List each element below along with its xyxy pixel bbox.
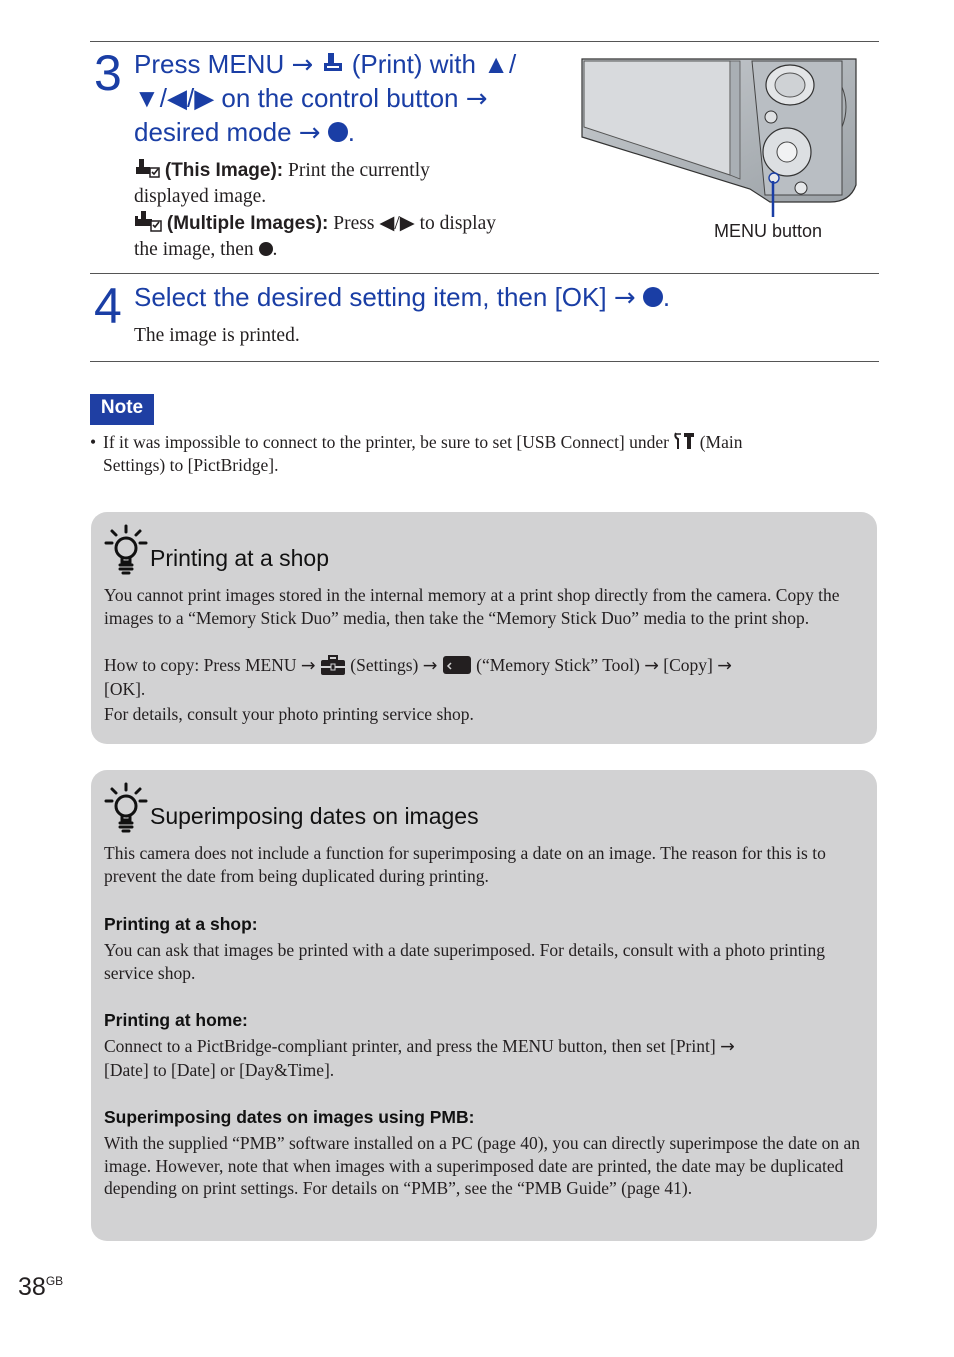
tip-box-superimposing-dates [91, 770, 877, 1241]
top-rule [90, 41, 879, 42]
arrow-icon: → [465, 84, 488, 114]
note-text [90, 431, 860, 476]
bullet: • [90, 432, 97, 452]
multiple-images-line-2: the image, then . [134, 239, 278, 260]
tip2-sub1-text: You can ask that images be printed with a date superimposed. For details, consult with a photo printing service shop. [104, 940, 825, 983]
note-text-part: (Main [695, 432, 743, 452]
arrow-icon: → [422, 656, 438, 676]
multiple-images-text: Press [328, 213, 380, 234]
step3-title-text: desired mode [134, 117, 299, 147]
tip-box-printing-at-shop [91, 512, 877, 744]
tip2-title: Superimposing dates on images [150, 803, 479, 829]
tip2-sub2-text [104, 1035, 864, 1081]
down-arrow-icon: ▼ [134, 83, 160, 113]
center-button-icon [259, 242, 273, 256]
tip2-sub-superimposing-pmb: Superimposing dates on images using PMB: [104, 1107, 475, 1127]
center-button-icon [643, 287, 663, 307]
note-label: Note [90, 394, 154, 425]
tip2-sub2-text-part: Connect to a PictBridge-compliant printer, and press the MENU button, then set [Print] [104, 1036, 721, 1056]
multiple-images-text: the image, then [134, 239, 259, 260]
tip1-howto-text: (Settings) [350, 655, 423, 675]
this-image-label: (This Image): [164, 160, 284, 181]
up-arrow-icon: ▲ [483, 49, 509, 79]
left-arrow-icon: ◀ [166, 83, 187, 113]
tip2-para1: This camera does not include a function for superimposing a date on an image. The reason for this is to prevent the date from being duplicated during printing. [104, 843, 826, 886]
right-arrow-icon: ▶ [194, 83, 215, 113]
step3-title-line2 [134, 82, 564, 116]
step4-title: Select the desired setting item, then [OK] → . [134, 282, 671, 313]
tip1-howto-text: (“Memory Stick” Tool) [476, 655, 645, 675]
menu-button-caption: MENU button [714, 221, 823, 241]
step3-title-text: Press MENU [134, 49, 292, 79]
page-number-value: 38 [18, 1273, 46, 1301]
arrow-icon: → [613, 283, 636, 313]
tip1-howto-text: [Copy] [658, 655, 718, 675]
step-number-4: 4 [94, 278, 122, 334]
step3-title-text: on the control button [214, 83, 466, 113]
step4-title-text: Select the desired setting item, then [OK] [134, 282, 614, 312]
step3-title-line3: desired mode → . [134, 117, 356, 148]
tip2-sub-printing-at-shop: Printing at a shop: [104, 914, 258, 934]
tip1-title: Printing at a shop [150, 545, 330, 571]
arrow-icon: → [291, 50, 314, 80]
print-icon [321, 51, 345, 75]
slash-text: / [394, 213, 400, 234]
main-settings-icon [673, 431, 695, 451]
tip1-para3: For details, consult your photo printing service shop. [104, 704, 474, 724]
this-image-icon [134, 157, 160, 179]
slash-text: / [159, 83, 167, 113]
note-text-part: If it was impossible to connect to the printer, be sure to set [USB Connect] under [103, 432, 674, 452]
settings-toolbox-icon [320, 654, 346, 676]
multiple-images-icon [134, 210, 162, 232]
this-image-text-2: displayed image. [134, 186, 267, 207]
page-number [18, 1266, 63, 1302]
camera-back-illustration [580, 57, 860, 217]
tip2-sub2-text-part: [Date] to [Date] or [Day&Time]. [104, 1059, 335, 1080]
arrow-icon: → [720, 1037, 735, 1057]
note-text-part: Settings) to [PictBridge]. [103, 454, 279, 475]
slash-text: / [508, 49, 517, 79]
tip1-howto [104, 654, 864, 700]
right-arrow-icon: ▶ [399, 213, 415, 234]
step3-title-text: (Print) with [351, 49, 484, 79]
left-arrow-icon: ◀ [379, 213, 395, 234]
tip1-para1: You cannot print images stored in the internal memory at a print shop directly from the camera. Copy the images to a “Memory Stick Duo” media, then take the “Memory Stick Duo” media to the print shop. [104, 585, 840, 628]
arrow-icon: → [300, 656, 316, 676]
multiple-images-text: to display [414, 213, 496, 234]
step-bottom-rule [90, 361, 879, 362]
this-image-text: Print the currently [283, 160, 430, 181]
multiple-images-label: (Multiple Images): [166, 213, 329, 234]
step3-title-line1 [134, 48, 564, 82]
hint-lightbulb-icon [103, 524, 149, 576]
tip2-sub3-text: With the supplied “PMB” software installed on a PC (page 40), you can directly superimpose the date on an image. However, note that when images with a superimposed date are printed, the date may be duplicated depending on print settings. For details on “PMB”, see the “PMB Guide” (page 41). [104, 1133, 860, 1199]
hint-lightbulb-icon [103, 782, 149, 834]
tip1-howto-text: How to copy: Press MENU [104, 655, 301, 675]
center-button-icon [328, 122, 348, 142]
memory-stick-tool-icon [442, 655, 472, 675]
tip2-sub-printing-at-home: Printing at home: [104, 1010, 248, 1030]
slash-text: / [186, 83, 195, 113]
tip1-howto-text: [OK]. [104, 678, 146, 699]
step3-body [134, 157, 574, 263]
arrow-icon: → [644, 656, 659, 676]
arrow-icon: → [298, 118, 321, 148]
step-divider [90, 273, 879, 274]
step3-title [134, 48, 564, 150]
page-number-suffix: GB [45, 1274, 64, 1288]
step4-body: The image is printed. [134, 325, 300, 346]
this-image-line [134, 157, 574, 184]
step-number-3: 3 [94, 45, 122, 101]
multiple-images-line [134, 210, 574, 237]
arrow-icon: → [717, 656, 732, 676]
